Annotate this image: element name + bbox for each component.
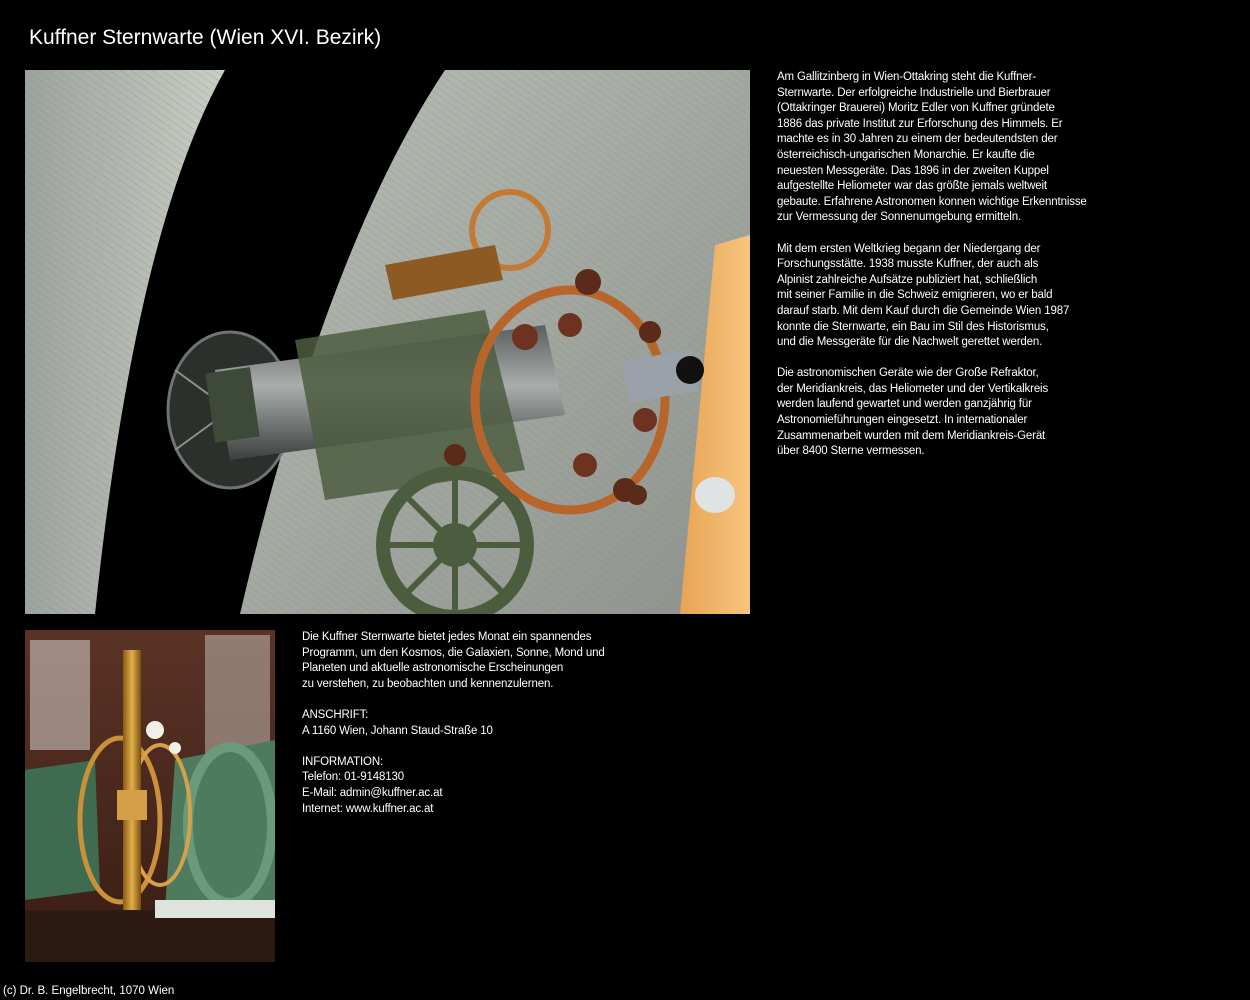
article-paragraph-2: [777, 242, 1122, 351]
information-heading: INFORMATION:: [302, 755, 384, 768]
text-line: mit seiner Familie in die Schweiz emigrieren, wo er bald: [777, 289, 1053, 302]
text-line: zur Vermessung der Sonnenumgebung ermitteln.: [777, 211, 1021, 224]
paragraph-gap: [302, 692, 642, 708]
text-line: und die Messgeräte für die Nachwelt gerettet werden.: [777, 336, 1043, 349]
article-text: [777, 70, 1122, 460]
text-line: darauf starb. Mit dem Kauf durch die Gemeinde Wien 1987: [777, 304, 1070, 317]
text-line: über 8400 Sterne vermessen.: [777, 445, 925, 458]
text-line: österreichisch-ungarischen Monarchie. Er kaufte die: [777, 148, 1035, 161]
website-text: Internet: www.kuffner.ac.at: [302, 802, 434, 815]
email-text: E-Mail: admin@kuffner.ac.at: [302, 786, 443, 799]
text-line: konnte die Sternwarte, ein Bau im Stil des Historismus,: [777, 320, 1049, 333]
text-line: Zusammenarbeit wurden mit dem Meridiankreis-Gerät: [777, 429, 1046, 442]
article-paragraph-3: [777, 366, 1122, 460]
text-line: neuesten Messgeräte. Das 1896 in der zweiten Kuppel: [777, 164, 1049, 177]
address-block: [302, 708, 642, 739]
text-line: zu verstehen, zu beobachten und kennenzulernen.: [302, 677, 554, 690]
text-line: Die astronomischen Geräte wie der Große Refraktor,: [777, 367, 1039, 380]
article-paragraph-1: [777, 70, 1122, 226]
text-line: (Ottakringer Brauerei) Moritz Edler von Kuffner gründete: [777, 102, 1055, 115]
text-line: Am Gallitzinberg in Wien-Ottakring steht die Kuffner-: [777, 71, 1037, 83]
text-line: 1886 das private Institut zur Erforschung des Himmels. Er: [777, 117, 1063, 130]
phone-text: Telefon: 01-9148130: [302, 771, 405, 784]
text-line: Die Kuffner Sternwarte bietet jedes Monat ein spannendes: [302, 631, 592, 643]
page-title: Kuffner Sternwarte (Wien XVI. Bezirk): [29, 26, 382, 49]
text-line: der Meridiankreis, das Heliometer und der Vertikalkreis: [777, 382, 1049, 395]
text-line: werden laufend gewartet und werden ganzjährig für: [777, 398, 1032, 411]
text-line: Planeten und aktuelle astronomische Erscheinungen: [302, 662, 564, 675]
text-line: Mit dem ersten Weltkrieg begann der Niedergang der: [777, 242, 1041, 255]
text-line: Astronomieführungen eingesetzt. In internationaler: [777, 414, 1028, 427]
text-line: Programm, um den Kosmos, die Galaxien, Sonne, Mond und: [302, 646, 605, 659]
text-line: Sternwarte. Der erfolgreiche Industrielle und Bierbrauer: [777, 86, 1051, 99]
text-line: Forschungsstätte. 1938 musste Kuffner, der auch als: [777, 258, 1039, 271]
program-text: [302, 630, 642, 692]
text-line: Alpinist zahlreiche Aufsätze publiziert hat, schließlich: [777, 273, 1038, 286]
address-heading: ANSCHRIFT:: [302, 708, 369, 721]
paragraph-gap: [302, 739, 642, 755]
paragraph-gap: [777, 226, 1122, 242]
paragraph-gap: [777, 351, 1122, 367]
meridian-circle-photo: [25, 630, 275, 962]
telescope-photo: [25, 70, 750, 614]
text-line: gebaute. Erfahrene Astronomen konnen wichtige Erkenntnisse: [777, 195, 1087, 208]
copyright-footer: (c) Dr. B. Engelbrecht, 1070 Wien: [3, 985, 175, 997]
contact-block: [302, 755, 642, 817]
address-text: A 1160 Wien, Johann Staud-Straße 10: [302, 724, 493, 737]
text-line: aufgestellte Heliometer war das größte jemals weltweit: [777, 180, 1047, 193]
visitor-info: [302, 630, 642, 817]
text-line: machte es in 30 Jahren zu einem der bedeutendsten der: [777, 133, 1058, 146]
